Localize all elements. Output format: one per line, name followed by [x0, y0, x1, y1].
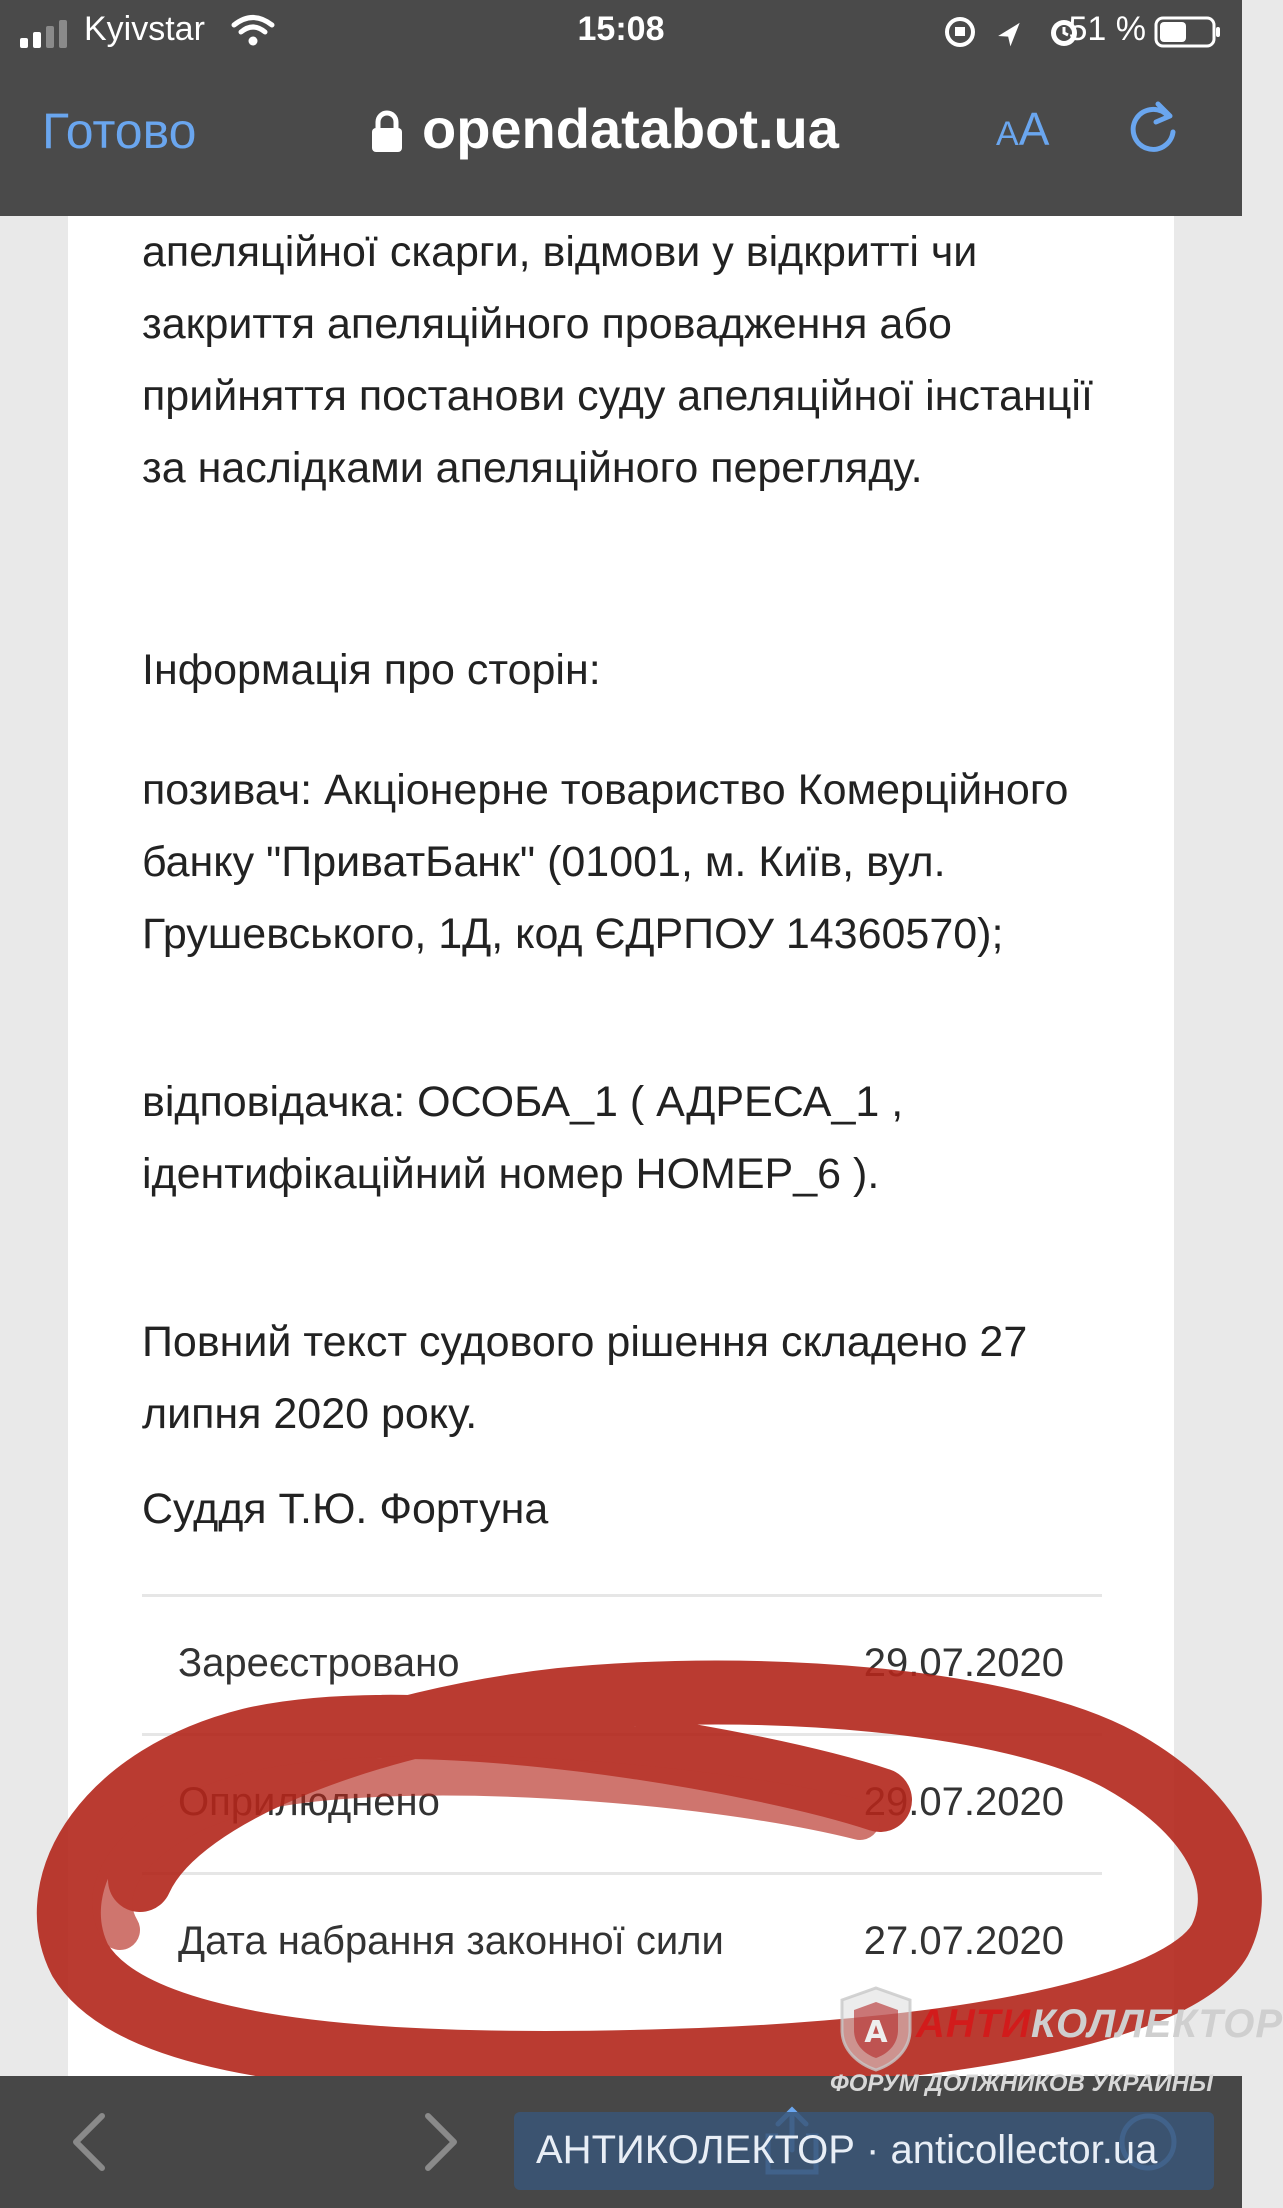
document-paragraph [142, 216, 1102, 504]
row-label: Оприлюднено [178, 1780, 440, 1824]
text-size-button[interactable] [996, 102, 1049, 156]
address-bar[interactable] [370, 96, 839, 166]
case-dates-table [142, 1594, 1102, 2011]
url-text: opendatabot.ua [422, 97, 839, 160]
paragraph-text: позивач: Акціонерне товариство Комерційного банку "ПриватБанк" (01001, м. Київ, вул. Грушевського, 1Д, код ЄДРПОУ 14360570); [142, 766, 1069, 958]
lock-icon [370, 101, 404, 166]
battery-percent: 51 % [1068, 10, 1146, 48]
row-value: 27.07.2020 [863, 1919, 1064, 1963]
document-card [68, 216, 1174, 2076]
site-banner [514, 2112, 1214, 2190]
table-row [142, 1733, 1102, 1872]
back-icon[interactable] [70, 2112, 110, 2177]
paragraph-text: Суддя Т.Ю. Фортуна [142, 1485, 549, 1533]
location-icon [998, 18, 1026, 47]
table-row [142, 1594, 1102, 1733]
watermark-title-accent: АНТИ [916, 2002, 1031, 2046]
shield-logo-icon [840, 1986, 912, 2077]
text-size-large-label: A [1018, 103, 1050, 155]
watermark-title-rest: КОЛЛЕКТОР [1030, 2002, 1283, 2046]
browser-nav-bar [0, 66, 1242, 216]
full-text-date-paragraph [142, 1306, 1102, 1450]
table-row [142, 1872, 1102, 2011]
watermark-subtitle: ФОРУМ ДОЛЖНИКОВ УКРАИНЫ [830, 2070, 1213, 2097]
battery-icon [1154, 16, 1222, 57]
logo-letter: А [864, 2015, 888, 2050]
judge-signature [142, 1473, 1102, 1545]
status-bar [0, 0, 1242, 66]
row-value: 29.07.2020 [863, 1780, 1064, 1824]
parties-heading [142, 634, 1102, 706]
site-banner-text: АНТИКОЛЕКТОР · anticollector.ua [536, 2128, 1158, 2172]
paragraph-text: відповідачка: ОСОБА_1 ( АДРЕСА_1 , ідентифікаційний номер НОМЕР_6 ). [142, 1078, 904, 1198]
forward-icon[interactable] [420, 2112, 460, 2177]
row-label: Дата набрання законної сили [178, 1919, 724, 1963]
text-size-small-label: A [996, 115, 1019, 153]
status-time: 15:08 [577, 10, 665, 48]
reload-icon[interactable] [1128, 98, 1180, 159]
defendant-paragraph [142, 1066, 1102, 1210]
row-value: 29.07.2020 [863, 1641, 1064, 1685]
plaintiff-paragraph [142, 754, 1102, 970]
carrier-label: Kyivstar [84, 10, 205, 48]
paragraph-text: апеляційної скарги, відмови у відкритті чи закриття апеляційного провадження або прийняття постанови суду апеляційної інстанції за наслідками апеляційного перегляду. [142, 228, 1093, 492]
watermark-title [916, 2002, 1283, 2047]
row-label: Зареєстровано [178, 1641, 460, 1685]
paragraph-text: Повний текст судового рішення складено 27 липня 2020 року. [142, 1318, 1028, 1438]
paragraph-text: Інформація про сторін: [142, 646, 601, 694]
done-button[interactable]: Готово [42, 103, 197, 159]
